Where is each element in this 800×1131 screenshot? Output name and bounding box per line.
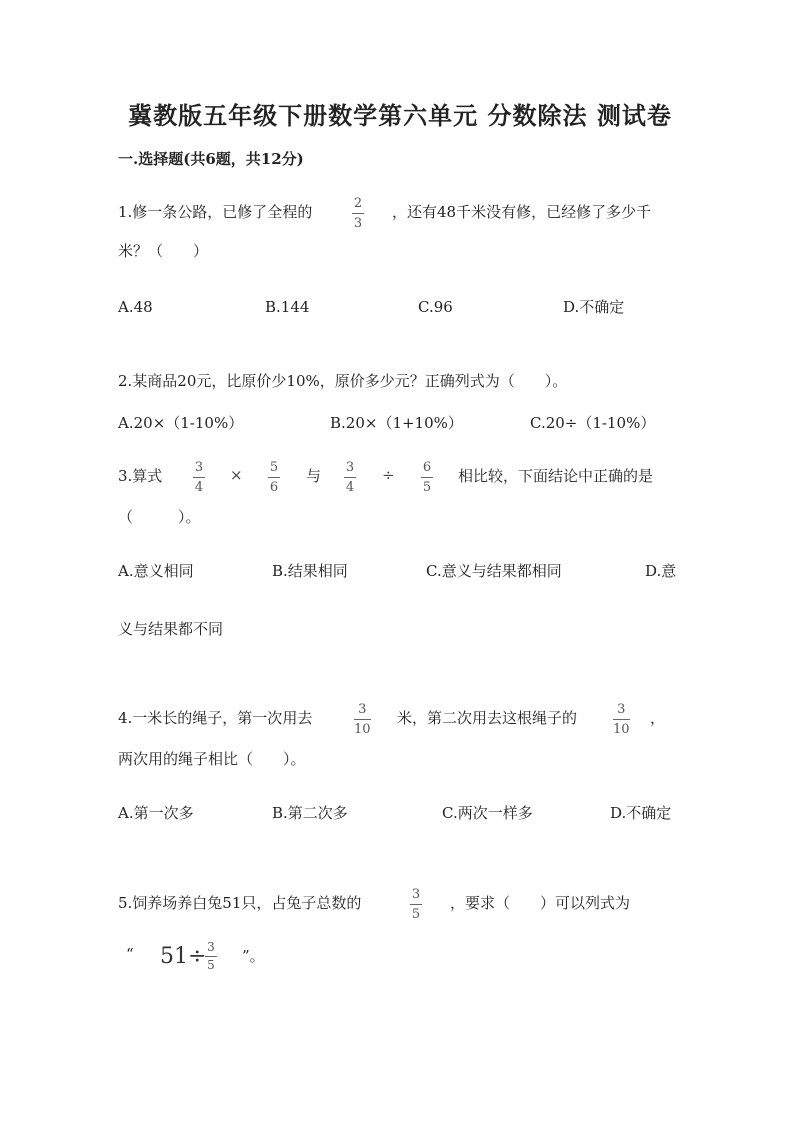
q3-option-d-cont: 义与结果都不同 — [118, 620, 224, 638]
q1-text-c: 米？（ ） — [118, 242, 209, 260]
q1-option-b[interactable]: B.144 — [265, 298, 310, 316]
q3-times-sign: × — [230, 466, 243, 484]
q3-fraction-1 — [193, 460, 205, 495]
q5-quote-open: “ — [126, 945, 134, 963]
q3-fraction-4 — [421, 460, 433, 495]
q4-option-c[interactable]: C.两次一样多 — [442, 804, 533, 822]
q1-option-a[interactable]: A.48 — [118, 298, 153, 316]
q3-f2-den: 6 — [269, 480, 279, 495]
q3-text-b: 相比较，下面结论中正确的是 — [458, 467, 654, 485]
q3-f1-den: 4 — [194, 480, 204, 495]
q2-option-b[interactable]: B.20×（1+10%） — [330, 414, 463, 432]
q2-text: 2.某商品20元，比原价少10%，原价多少元？正确列式为（ ）。 — [118, 372, 568, 390]
q1-option-d[interactable]: D.不确定 — [563, 298, 625, 316]
q3-f1-num: 3 — [194, 460, 204, 475]
q5-expr-num: 3 — [207, 940, 215, 954]
q3-fraction-3 — [344, 460, 356, 495]
q3-option-b[interactable]: B.结果相同 — [272, 562, 348, 580]
q4-text-a: 4.一米长的绳子，第一次用去 — [118, 709, 313, 727]
section-heading: 一.选择题(共6题，共12分) — [118, 150, 304, 168]
q1-frac-num: 2 — [353, 196, 363, 211]
q4-f1-den: 10 — [354, 722, 371, 737]
q3-option-c[interactable]: C.意义与结果都相同 — [426, 562, 562, 580]
q5-text-b: ，要求（ ）可以列式为 — [450, 894, 631, 912]
q1-fraction — [352, 196, 364, 231]
q4-f2-den: 10 — [613, 722, 630, 737]
q4-f1-num: 3 — [358, 702, 367, 717]
q4-f2-num: 3 — [617, 702, 626, 717]
q3-fraction-2 — [268, 460, 280, 495]
q4-option-b[interactable]: B.第二次多 — [272, 804, 348, 822]
q1-text-b: ，还有48千米没有修，已经修了多少千 — [392, 203, 652, 221]
q3-f3-den: 4 — [345, 480, 355, 495]
q3-option-a[interactable]: A.意义相同 — [118, 562, 194, 580]
q5-expression-fraction — [205, 941, 217, 972]
q2-option-a[interactable]: A.20×（1-10%） — [118, 414, 244, 432]
q3-f2-num: 5 — [269, 460, 279, 475]
q1-frac-den: 3 — [353, 216, 363, 231]
q3-with: 与 — [306, 467, 322, 485]
q5-expression-whole: 51÷ — [160, 944, 207, 969]
q5-expr-den: 5 — [207, 958, 215, 972]
q3-f3-num: 3 — [345, 460, 355, 475]
q3-text-c: （ ）。 — [118, 508, 201, 526]
q4-text-b: 米，第二次用去这根绳子的 — [397, 709, 578, 727]
q3-f4-den: 5 — [422, 480, 432, 495]
q3-divide-sign: ÷ — [382, 466, 395, 484]
q5-text-a: 5.饲养场养白兔51只，占兔子总数的 — [118, 894, 362, 912]
q5-fraction — [410, 887, 422, 922]
q5-f1-num: 3 — [411, 887, 421, 902]
q1-option-c[interactable]: C.96 — [418, 298, 453, 316]
q4-option-a[interactable]: A.第一次多 — [118, 804, 194, 822]
q4-fraction-2 — [613, 702, 630, 737]
q3-f4-num: 6 — [422, 460, 432, 475]
q4-text-c: ， — [650, 709, 666, 727]
q5-quote-close: ”。 — [242, 947, 265, 965]
q4-option-d[interactable]: D.不确定 — [610, 804, 672, 822]
q2-option-c[interactable]: C.20÷（1-10%） — [530, 414, 656, 432]
q4-text-d: 两次用的绳子相比（ ）。 — [118, 750, 306, 768]
page-title: 冀教版五年级下册数学第六单元 分数除法 测试卷 — [128, 101, 672, 130]
q3-text-a: 3.算式 — [118, 467, 163, 485]
q3-option-d[interactable]: D.意 — [645, 562, 677, 580]
q4-fraction-1 — [354, 702, 371, 737]
q5-f1-den: 5 — [411, 907, 421, 922]
q1-text-a: 1.修一条公路，已修了全程的 — [118, 203, 313, 221]
